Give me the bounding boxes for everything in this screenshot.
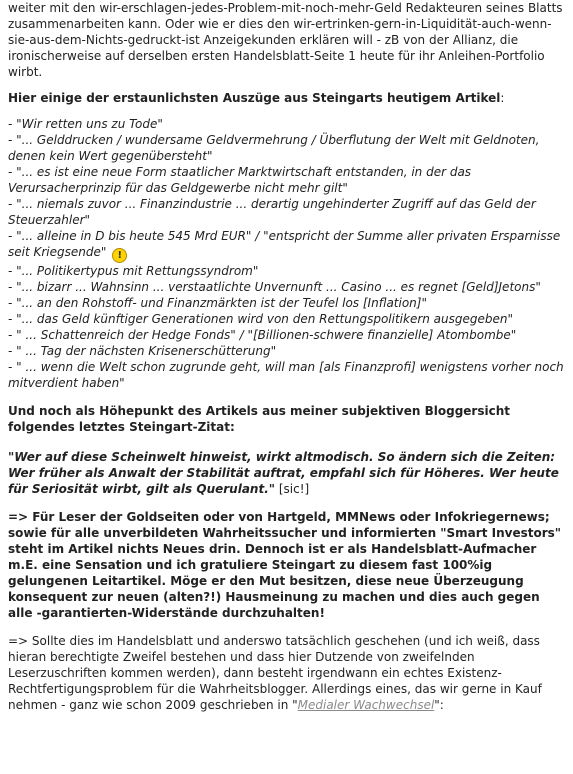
- list-item: [8, 228, 565, 263]
- list-item: - "Wir retten uns zu Tode": [8, 117, 163, 131]
- list-item: - "... bizarr ... Wahnsinn ... verstaatlichte Unvernunft ... Casino ... es regnet [Geld]Jetons": [8, 280, 541, 294]
- medialer-wachwechsel-link[interactable]: Medialer Wachwechsel: [297, 698, 435, 712]
- quotes-heading-colon: :: [500, 91, 505, 105]
- list-item: - " ... Schattenreich der Hedge Fonds" / "[Billionen-schwere finanzielle] Atombombe": [8, 328, 517, 342]
- list-item: - "... an den Rohstoff- und Finanzmärkten ist der Teufel los [Inflation]": [8, 296, 427, 310]
- final-quote: [8, 449, 565, 497]
- list-item: - " ... Tag der nächsten Krisenerschütterung": [8, 344, 277, 358]
- final-quote-suffix: [sic!]: [275, 482, 310, 496]
- quote-list: [8, 116, 565, 391]
- list-item: - "... es ist eine neue Form staatlicher Marktwirtschaft entstanden, in der das Verursacherprinzip für das Geldgewerbe nicht mehr gilt": [8, 165, 472, 195]
- list-item-text: - "... alleine in D bis heute 545 Mrd EUR" / "entspricht der Summe aller privaten Ersparnisse seit Kriegsende": [8, 229, 561, 259]
- intro-paragraph: weiter mit den wir-erschlagen-jedes-Problem-mit-noch-mehr-Geld Redakteuren seines Blatts zusammenarbeiten kann. Oder wie er dies den wir-ertrinken-gern-in-Liquidität-auch-wenn-sie-aus-dem-Nichts-gedruckt-ist Anzeigekunden erklären will - zB von der Allianz, die ironischerweise auf derselben ersten Handelsblatt-Seite 1 heute für ihr Anleihen-Portfolio wirbt.: [8, 1, 563, 79]
- list-item: - "... Gelddrucken / wundersame Geldvermehrung / Überflutung der Welt mit Geldnoten, denen kein Wert gegenübersteht": [8, 133, 540, 163]
- list-item: - " ... wenn die Welt schon zugrunde geht, will man [als Finanzprofi] wenigstens vorher noch mitverdient haben": [8, 360, 564, 390]
- highlight-heading: Und noch als Höhepunkt des Artikels aus meiner subjektiven Bloggersicht folgendes letztes Steingart-Zitat:: [8, 404, 511, 434]
- quotes-heading: [8, 90, 565, 106]
- closing-paragraph: [8, 633, 565, 713]
- conclusion-paragraph: => Für Leser der Goldseiten oder von Hartgeld, MMNews oder Infokriegernews; sowie für alle unverbildeten Wahrheitssucher und informierten "Smart Investors" steht im Artikel nichts Neues drin. Dennoch ist er als Handelsblatt-Aufmacher m.E. eine Sensation und ich gratuliere Steingart zu diesem fast 100%ig gelungenen Leitartikel. Möge er den Mut besitzen, diese neue Überzeugung konsequent zur neuen (alten?!) Hausmeinung zu machen und dies auch gegen alle -garantierten-Widerstände durchzuhalten!: [8, 510, 562, 620]
- list-item: - "... das Geld künftiger Generationen wird von den Rettungspolitikern ausgegeben": [8, 312, 514, 326]
- final-quote-text: "Wer auf diese Scheinwelt hinweist, wirkt altmodisch. So ändern sich die Zeiten: Wer früher als Anwalt der Stabilität auftrat, empfahl sich für Höheres. Wer heute für Seriosität wirbt, gilt als Querulant.": [8, 450, 559, 496]
- quotes-heading-text: Hier einige der erstaunlichsten Auszüge aus Steingarts heutigem Artikel: [8, 91, 501, 105]
- list-item: - "... Politikertypus mit Rettungssyndrom": [8, 264, 259, 278]
- warning-icon: !: [112, 248, 127, 263]
- list-item: - "... niemals zuvor ... Finanzindustrie ... derartig ungehinderter Zugriff auf das Geld der Steuerzahler": [8, 197, 536, 227]
- closing-end: ":: [434, 698, 444, 712]
- closing-text: => Sollte dies im Handelsblatt und anderswo tatsächlich geschehen (und ich weiß, dass hieran berechtigte Zweifel bestehen und dass hier Dutzende von zweifelnden Leserzuschriften kommen werden), dann besteht irgendwann ein echtes Existenz-Rechtfertigungsproblem für die Wahrheitsblogger. Allerdings eines, das wir gerne in Kauf nehmen - ganz wie schon 2009 geschrieben in ": [8, 634, 542, 712]
